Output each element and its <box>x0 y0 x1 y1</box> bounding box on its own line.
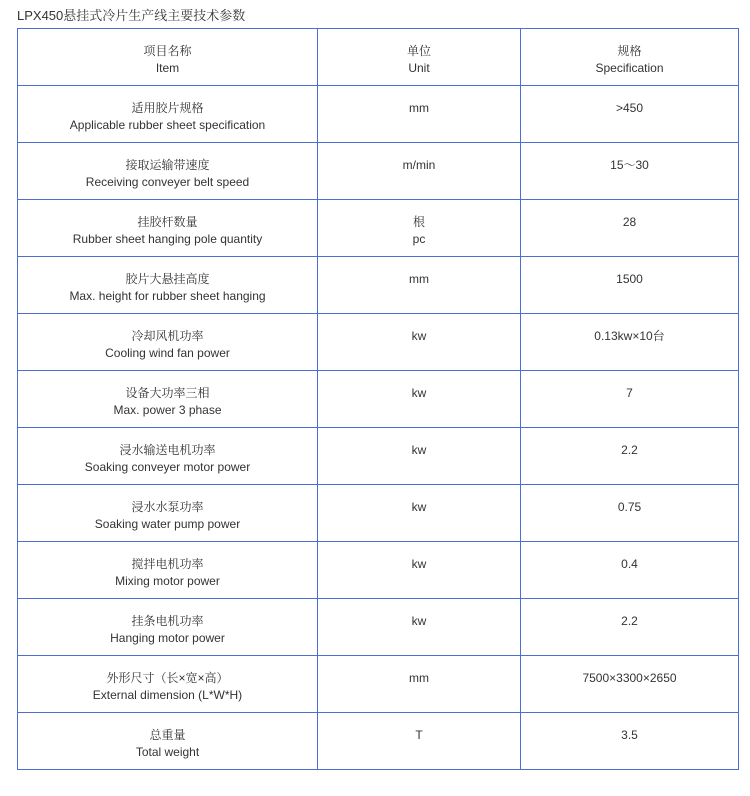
item-name-cn: 挂条电机功率 <box>131 614 204 628</box>
item-name-en: External dimension (L*W*H) <box>92 688 243 702</box>
item-cell <box>18 599 318 656</box>
spec-cell <box>521 542 739 599</box>
header-spec-cell <box>521 29 739 86</box>
item-cell <box>18 428 318 485</box>
spec-cell <box>521 257 739 314</box>
header-spec-en: Specification <box>595 61 664 75</box>
spec-cell <box>521 485 739 542</box>
header-item-cn: 项目名称 <box>143 44 192 58</box>
page-title: LPX450悬挂式冷片生产线主要技术参数 <box>17 8 246 23</box>
spec-value: 2.2 <box>621 443 638 457</box>
table-row <box>18 542 739 599</box>
unit-cell <box>318 371 521 428</box>
table-row <box>18 143 739 200</box>
table-row <box>18 371 739 428</box>
unit-cell <box>318 542 521 599</box>
item-name-en: Soaking water pump power <box>94 517 241 531</box>
table-row <box>18 257 739 314</box>
unit-value: mm <box>409 101 429 115</box>
unit-value: T <box>415 728 423 742</box>
unit-cell <box>318 314 521 371</box>
spec-cell <box>521 428 739 485</box>
item-name-en: Soaking conveyer motor power <box>84 460 251 474</box>
item-cell <box>18 542 318 599</box>
unit-value: kw <box>411 443 427 457</box>
unit-cell <box>318 428 521 485</box>
header-item-en: Item <box>155 61 180 75</box>
spec-cell <box>521 713 739 770</box>
table-row <box>18 713 739 770</box>
unit-value: kw <box>411 557 427 571</box>
unit-cell <box>318 656 521 713</box>
item-name-cn: 适用胶片规格 <box>131 101 204 115</box>
spec-cell <box>521 143 739 200</box>
table-row <box>18 485 739 542</box>
item-cell <box>18 713 318 770</box>
item-name-cn: 搅拌电机功率 <box>131 557 204 571</box>
unit-value: mm <box>409 671 429 685</box>
unit-value-secondary: pc <box>412 232 426 246</box>
spec-cell <box>521 200 739 257</box>
spec-value: 7 <box>626 386 633 400</box>
spec-cell <box>521 86 739 143</box>
spec-cell <box>521 371 739 428</box>
header-item-cell <box>18 29 318 86</box>
item-name-cn: 接取运输带速度 <box>125 158 210 172</box>
unit-cell <box>318 713 521 770</box>
item-cell <box>18 656 318 713</box>
item-name-en: Mixing motor power <box>115 574 220 588</box>
item-name-en: Total weight <box>135 745 200 759</box>
spec-value: 1500 <box>616 272 643 286</box>
item-name-cn: 外形尺寸（长×宽×高） <box>106 671 229 685</box>
item-name-cn: 总重量 <box>149 728 186 742</box>
spec-value: 0.4 <box>621 557 638 571</box>
table-row <box>18 428 739 485</box>
unit-cell <box>318 143 521 200</box>
item-name-en: Rubber sheet hanging pole quantity <box>72 232 263 246</box>
table-row <box>18 314 739 371</box>
item-name-en: Max. height for rubber sheet hanging <box>69 289 266 303</box>
unit-cell <box>318 200 521 257</box>
item-name-en: Max. power 3 phase <box>113 403 222 417</box>
spec-cell <box>521 314 739 371</box>
unit-cell <box>318 485 521 542</box>
item-name-cn: 冷却风机功率 <box>131 329 204 343</box>
spec-value: 3.5 <box>621 728 638 742</box>
item-cell <box>18 200 318 257</box>
unit-value: kw <box>411 614 427 628</box>
spec-value: >450 <box>615 101 644 115</box>
item-cell <box>18 371 318 428</box>
item-name-en: Hanging motor power <box>110 631 225 645</box>
unit-cell <box>318 257 521 314</box>
item-name-cn: 浸水输送电机功率 <box>119 443 216 457</box>
header-unit-cn: 单位 <box>406 44 431 58</box>
spec-value: 7500×3300×2650 <box>582 671 677 685</box>
unit-cell <box>318 599 521 656</box>
item-name-cn: 胶片大悬挂高度 <box>125 272 210 286</box>
item-cell <box>18 257 318 314</box>
spec-cell <box>521 656 739 713</box>
header-unit-cell <box>318 29 521 86</box>
spec-value: 0.75 <box>617 500 642 514</box>
item-cell <box>18 485 318 542</box>
unit-value: kw <box>411 386 427 400</box>
spec-cell <box>521 599 739 656</box>
table-row <box>18 86 739 143</box>
spec-value: 2.2 <box>621 614 638 628</box>
spec-value: 28 <box>622 215 637 229</box>
unit-value: 根 <box>412 215 425 229</box>
unit-cell <box>318 86 521 143</box>
item-cell <box>18 86 318 143</box>
unit-value: m/min <box>402 158 436 172</box>
item-name-cn: 挂胶杆数量 <box>137 215 198 229</box>
unit-value: mm <box>409 272 429 286</box>
item-cell <box>18 314 318 371</box>
spec-value: 0.13kw×10台 <box>594 329 665 343</box>
spec-value: 15～30 <box>610 158 649 172</box>
unit-value: kw <box>411 500 427 514</box>
table-row <box>18 656 739 713</box>
item-cell <box>18 143 318 200</box>
unit-value: kw <box>411 329 427 343</box>
header-spec-cn: 规格 <box>617 44 642 58</box>
header-unit-en: Unit <box>408 61 430 75</box>
table-row <box>18 200 739 257</box>
table-header-row <box>18 29 739 86</box>
item-name-en: Receiving conveyer belt speed <box>85 175 250 189</box>
item-name-cn: 浸水水泵功率 <box>131 500 204 514</box>
item-name-cn: 设备大功率三相 <box>125 386 210 400</box>
table-row <box>18 599 739 656</box>
item-name-en: Applicable rubber sheet specification <box>69 118 266 132</box>
item-name-en: Cooling wind fan power <box>105 346 230 360</box>
spec-table <box>17 28 739 770</box>
